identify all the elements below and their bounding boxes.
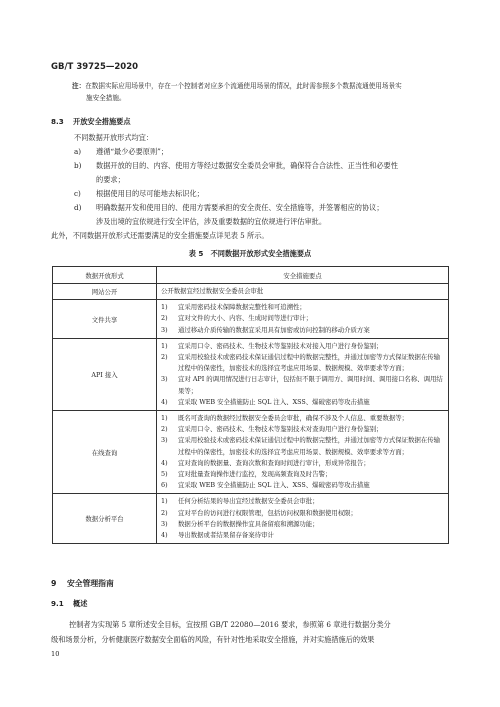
row-form: 网站公开 <box>53 284 157 300</box>
point-item <box>161 397 444 408</box>
point-item <box>161 341 444 352</box>
point-text: 宜对 API 的调用情况进行日志审计，包括但不限于调用方、调用时间、调用接口名称、调用结果等； <box>178 375 443 395</box>
point-number: 3) <box>161 436 168 445</box>
table-row <box>53 494 449 544</box>
point-item <box>161 435 444 457</box>
list-marker: b) <box>74 161 82 170</box>
list-text: 根据使用目的尽可能地去标识化； <box>96 189 204 198</box>
table-row <box>53 284 449 300</box>
list-text-continued: 涉及出境的宜依规进行安全评估，涉及重要数据的宜依规进行评估审批。 <box>96 217 327 226</box>
row-form: 在线查询 <box>53 411 157 494</box>
list-item <box>74 187 460 201</box>
row-form: 数据分析平台 <box>53 494 157 544</box>
list-item <box>74 201 460 215</box>
point-number: 2) <box>161 314 168 323</box>
note-label: 注： <box>72 82 86 90</box>
point-text: 宜采用校验技术或密码技术保证通信过程中的数据完整性，并通过加密等方式保证数据在传输过程中的保密性，加密技术的选择宜考虑应用场景、数据规模、效率要求等方面； <box>178 436 441 456</box>
list-item <box>74 145 460 159</box>
point-number: 1) <box>161 497 168 506</box>
point-item <box>161 313 444 324</box>
table-row <box>53 338 449 410</box>
point-text: 宜采取 WEB 安全措施防止 SQL 注入、XSS、爆破密码等攻击措施 <box>178 481 370 490</box>
point-item <box>161 496 444 507</box>
point-item <box>161 352 444 374</box>
section-8-3-outro: 此外，不同数据开放形式还需要满足的安全措施要点详见表 5 所示。 <box>51 231 269 240</box>
point-item <box>161 519 444 530</box>
section-9-1-number: 9.1 <box>51 599 64 608</box>
point-number: 4) <box>161 531 168 540</box>
point-text: 宜采用密码技术保障数据完整性和可追溯性； <box>178 303 306 312</box>
point-text: 数据分析平台的数据操作宜具备留痕和溯源功能； <box>178 519 319 528</box>
point-number: 3) <box>161 325 168 334</box>
point-text: 宜对文件的大小、内容、生成时间等进行审计； <box>178 314 313 323</box>
section-9-title: 安全管理指南 <box>67 579 114 588</box>
point-item <box>161 374 444 396</box>
note-text-line2: 施安全措施。 <box>86 94 126 102</box>
row-points <box>157 300 449 339</box>
point-number: 4) <box>161 397 168 406</box>
table-caption: 表 5 不同数据开放形式安全措施要点 <box>188 249 312 258</box>
point-number: 6) <box>161 481 168 490</box>
page-number: 10 <box>51 650 60 658</box>
point-text: 宜对平台的访问进行权限管理，包括访问权限和数据使用权限； <box>178 508 357 517</box>
point-number: 2) <box>161 353 168 362</box>
list-text: 明确数据开发和使用目的、使用方需要承担的安全责任、安全措施等，并签署相应的协议； <box>96 203 384 212</box>
point-text: 导出数据或者结果留存备案待审计 <box>178 531 274 540</box>
point-number: 1) <box>161 303 168 312</box>
row-points <box>157 494 449 544</box>
point-number: 3) <box>161 375 168 384</box>
standard-id: GB/T 39725—2020 <box>51 62 139 72</box>
point-text: 宜采取 WEB 安全措施防止 SQL 注入、XSS、爆破密码等攻击措施 <box>178 397 370 406</box>
section-9-heading <box>51 578 114 589</box>
section-9-1-title: 概述 <box>73 599 88 608</box>
row-points <box>157 338 449 410</box>
list-marker: a) <box>74 147 82 156</box>
point-item <box>161 424 444 435</box>
list-item <box>74 159 460 173</box>
section-8-3-intro: 不同数据开放形式均宜： <box>74 133 154 142</box>
list-marker: c) <box>74 189 81 198</box>
point-number: 3) <box>161 519 168 528</box>
note-block <box>72 80 450 104</box>
list-text-continued: 的要求； <box>96 175 125 184</box>
point-number: 5) <box>161 470 168 479</box>
section-8-3-number: 8.3 <box>51 117 64 126</box>
note-text-line1: 在数据实际应用场景中，存在一个控制者对应多个流通使用场景的情况，此时需参照多个数据流通使用场景实 <box>85 82 402 90</box>
point-item <box>161 413 444 424</box>
row-points <box>157 284 449 300</box>
list-text: 数据开放的目的、内容、使用方等经过数据安全委员会审批，确保符合合法性、正当性和必要性 <box>96 161 398 170</box>
point-text: 宜对批量查询操作进行监控，发现高频查询及时告警； <box>178 470 332 479</box>
point-item <box>161 302 444 313</box>
open-forms-table <box>52 266 449 544</box>
point-item <box>161 458 444 469</box>
table-header-form: 数据开放形式 <box>53 267 157 284</box>
point-text: 宜采用校验技术或密码技术保证通信过程中的数据完整性，并通过加密等方式保证数据在传输过程中的保密性，加密技术的选择宜考虑应用场景、数据规模、效率要求等方面； <box>178 353 441 373</box>
table-row <box>53 300 449 339</box>
point-number: 1) <box>161 341 168 350</box>
point-item <box>161 508 444 519</box>
section-8-3-title: 开放安全措施要点 <box>73 117 131 126</box>
table-row <box>53 411 449 494</box>
point-text: 通过移动介质传输的数据宜采用具有加密或访问控制的移动介质方案 <box>178 325 370 334</box>
section-9-number: 9 <box>51 579 57 588</box>
point-number: 2) <box>161 425 168 434</box>
point-text: 公开数据宜经过数据安全委员会审批 <box>161 287 264 295</box>
body-line: 控制者为实现第 5 章所述安全目标，宜按照 GB/T 22080—2016 要求，参照第 6 章进行数据分类分 <box>69 620 391 629</box>
point-number: 4) <box>161 458 168 467</box>
table-header-row <box>53 267 449 284</box>
list-text: 遵循“最少必要原则”； <box>96 147 169 156</box>
requirements-list <box>74 145 460 229</box>
row-points <box>157 411 449 494</box>
point-text: 既名可查询的数据经过数据安全委员会审批，确保不涉及个人信息、重要数据等； <box>178 414 409 423</box>
section-8-3-heading <box>51 117 131 127</box>
body-line: 级和场景分析，分析健康医疗数据安全面临的风险，有针对性地采取安全措施，并对实施措施后的效果 <box>51 635 375 644</box>
point-number: 1) <box>161 414 168 423</box>
section-9-1-body <box>51 617 450 647</box>
point-text: 宜采用口令、密码技术、生物技术等鉴别技术对接入用户进行身份鉴别； <box>178 341 383 350</box>
row-form: 文件共享 <box>53 300 157 339</box>
table-header-points: 安全措施要点 <box>157 267 449 284</box>
point-text: 宜对查询的数据量、查询次数和查询时间进行审计，形成异常报告； <box>178 458 370 467</box>
point-text: 任何分析结果的导出宜经过数据安全委员会审批； <box>178 497 319 506</box>
row-form: API 接入 <box>53 338 157 410</box>
point-text: 宜采用口令、密码技术、生物技术等鉴别技术对查询用户进行身份鉴别； <box>178 425 383 434</box>
list-marker: d) <box>74 203 82 212</box>
section-9-1-heading <box>51 599 87 609</box>
point-item <box>161 325 444 336</box>
point-item <box>161 480 444 491</box>
point-item <box>161 530 444 541</box>
point-item <box>161 469 444 480</box>
point-number: 2) <box>161 508 168 517</box>
